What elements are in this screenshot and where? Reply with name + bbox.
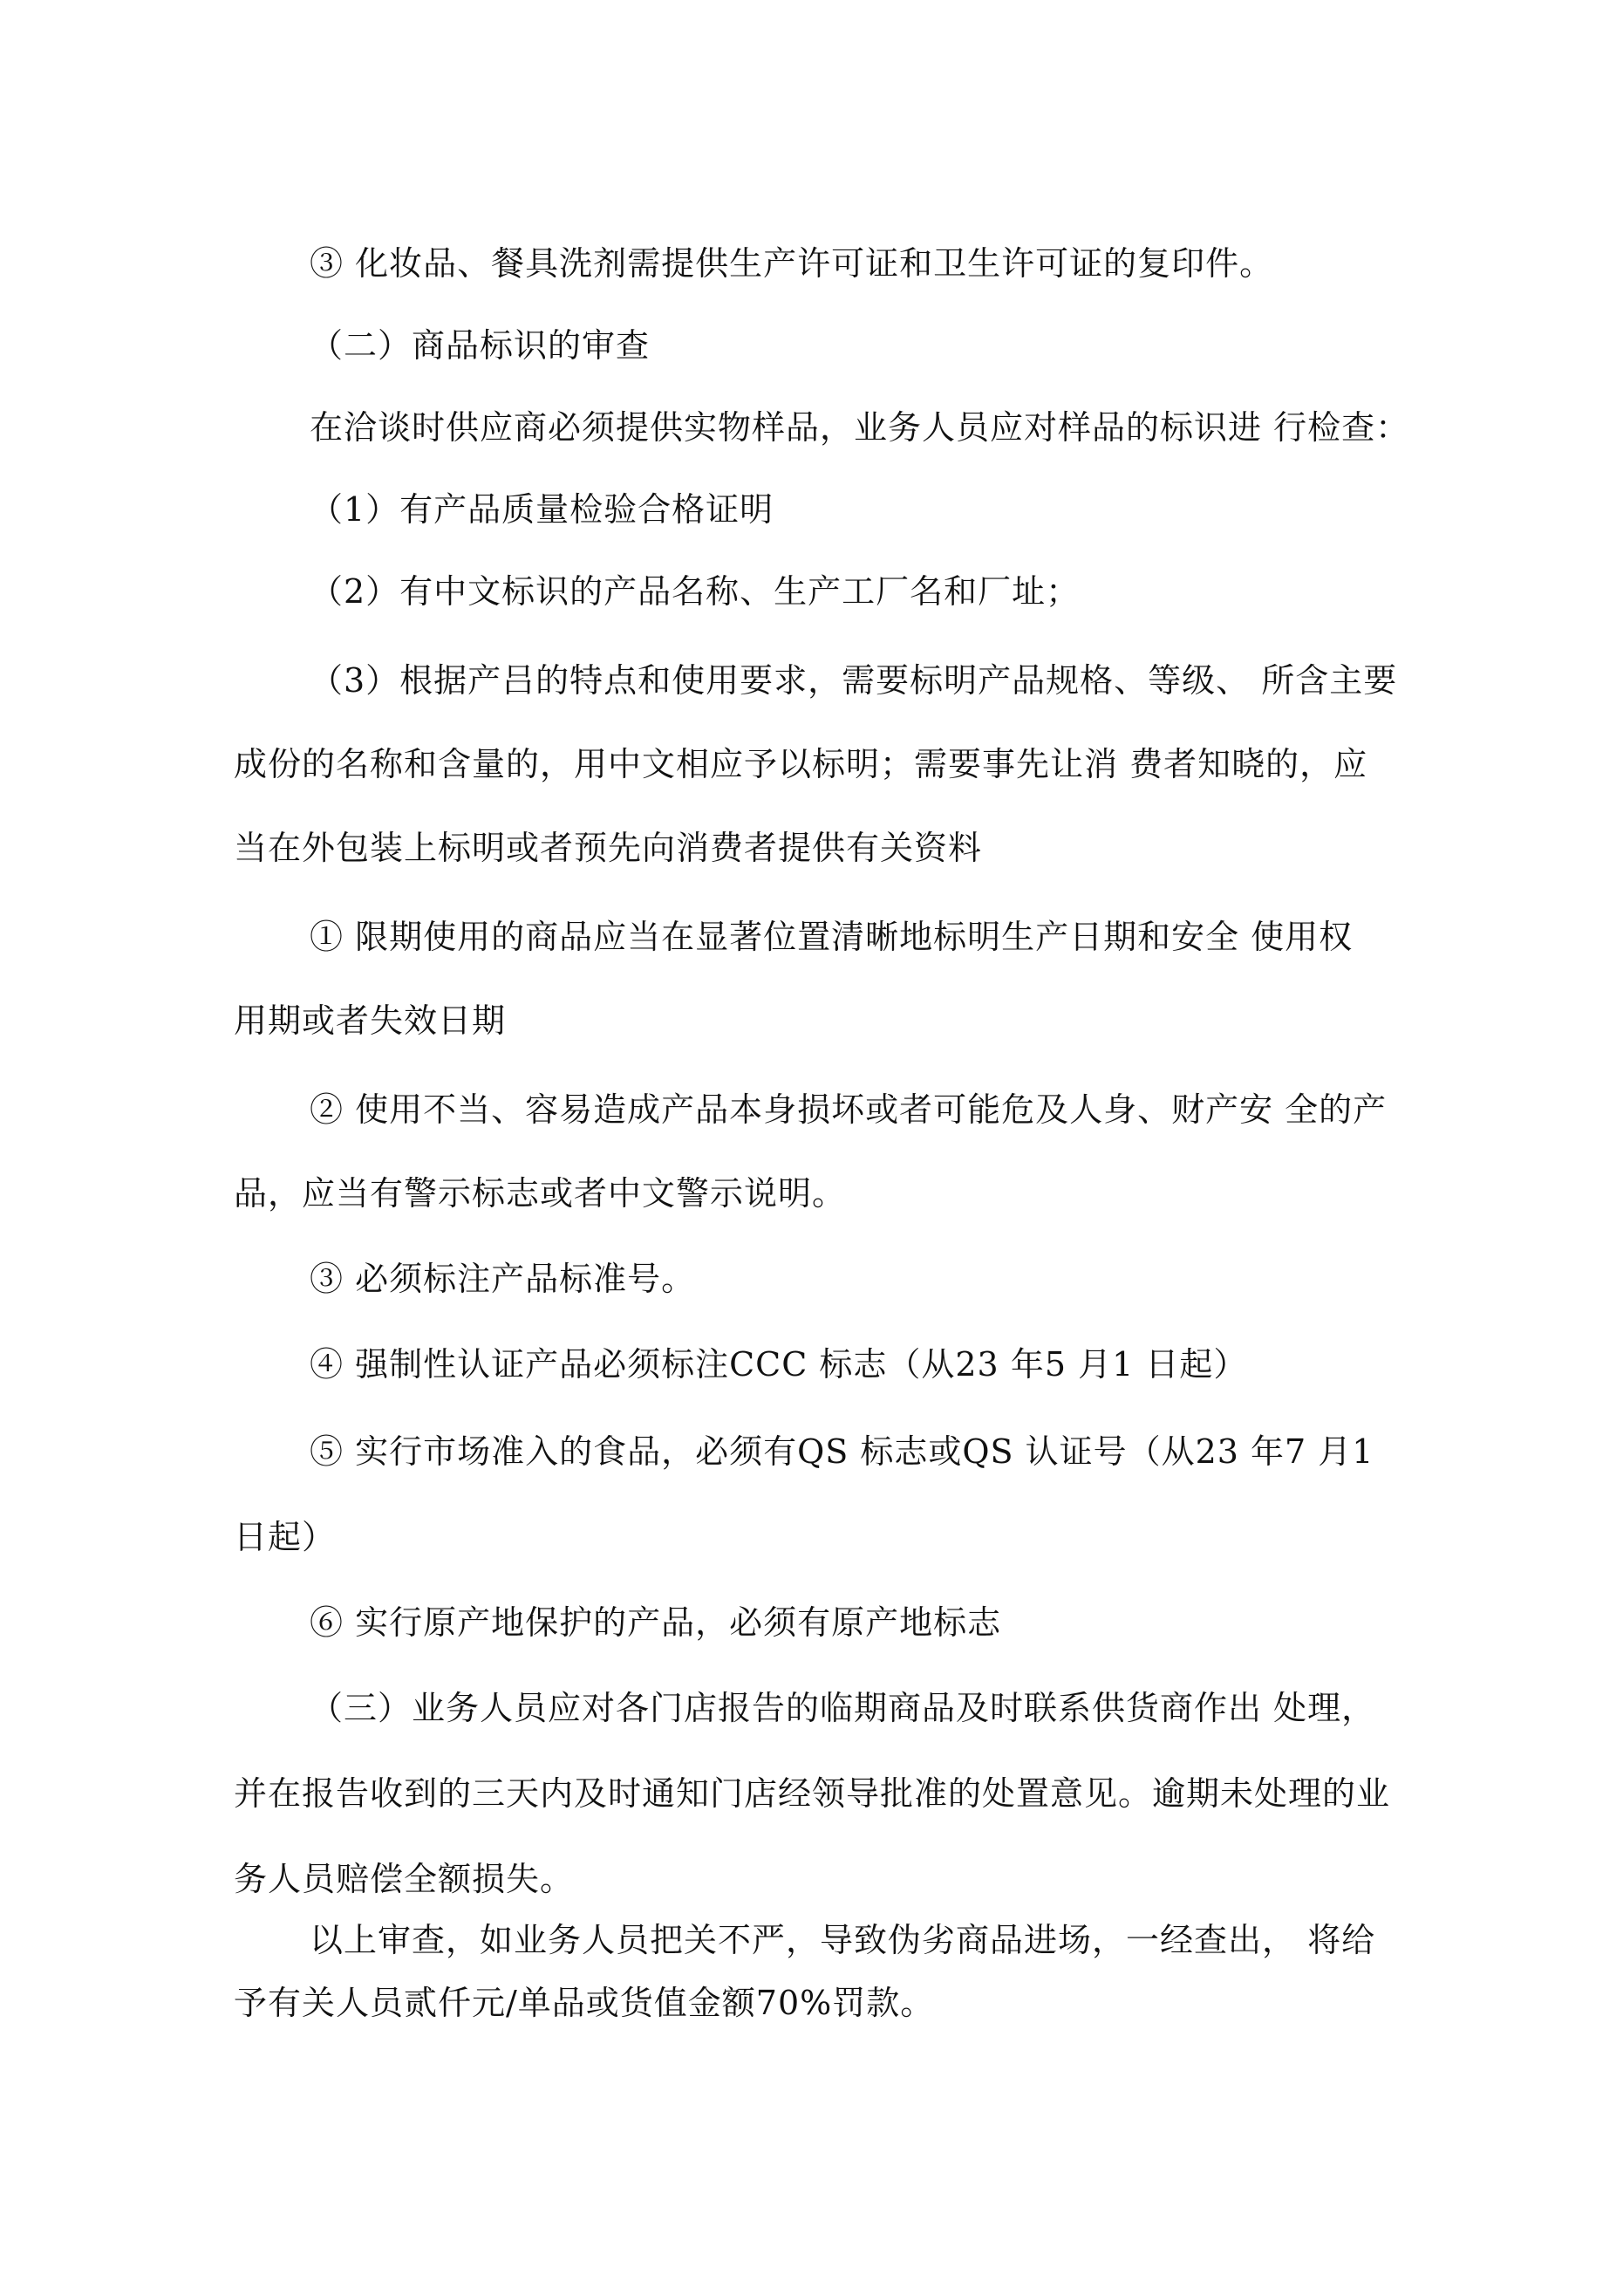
text-line: 品，应当有警示标志或者中文警示说明。	[234, 1174, 847, 1213]
text-line: 以上审查，如业务人员把关不严，导致伪劣商品进场，一经查出， 将给	[310, 1921, 1376, 1959]
list-item: ⑤ 实行市场准入的食品，必须有QS 标志或QS 认证号（从23 年7 月1	[310, 1432, 1374, 1471]
text-line: 并在报告收到的三天内及时通知门店经领导批准的处置意见。逾期未处理的业	[234, 1774, 1391, 1813]
text-line: 予有关人员贰仟元/单品或货值金额70%罚款。	[234, 1984, 935, 2022]
list-item: （2）有中文标识的产品名称、生产工厂名和厂址；	[310, 572, 1081, 611]
text-line: 在洽谈时供应商必须提供实物样品，业务人员应对样品的标识进 行检查：	[310, 408, 1410, 447]
list-item: ② 使用不当、容易造成产品本身损坏或者可能危及人身、财产安 全的产	[310, 1090, 1388, 1129]
list-item: ⑥ 实行原产地保护的产品，必须有原产地标志	[310, 1603, 1002, 1642]
text-line: 务人员赔偿全额损失。	[234, 1860, 575, 1898]
list-item: （3）根据产吕的特点和使用要求，需要标明产品规格、等级、 所含主要	[310, 661, 1398, 700]
list-item: ④ 强制性认证产品必须标注CCC 标志（从23 年5 月1 日起）	[310, 1345, 1248, 1384]
list-item: （1）有产品质量检验合格证明	[310, 490, 774, 529]
text-line: ③ 化妆品、餐具洗剂需提供生产许可证和卫生许可证的复印件。	[310, 244, 1274, 283]
list-item: ③ 必须标注产品标准号。	[310, 1260, 696, 1298]
section-heading: （二）商品标识的审查	[310, 326, 651, 365]
text-line: 日起）	[234, 1518, 337, 1556]
list-item: ① 限期使用的商品应当在显著位置清晰地标明生产日期和安全 使用权	[310, 918, 1354, 956]
text-line: 当在外包装上标明或者预先向消费者提供有关资料	[234, 829, 983, 867]
text-line: 成份的名称和含量的，用中文相应予以标明；需要事先让消 费者知晓的，应	[234, 745, 1368, 783]
text-line: 用期或者失效日期	[234, 1001, 507, 1040]
section-heading: （三）业务人员应对各门店报告的临期商品及时联系供货商作出 处理，	[310, 1689, 1376, 1727]
